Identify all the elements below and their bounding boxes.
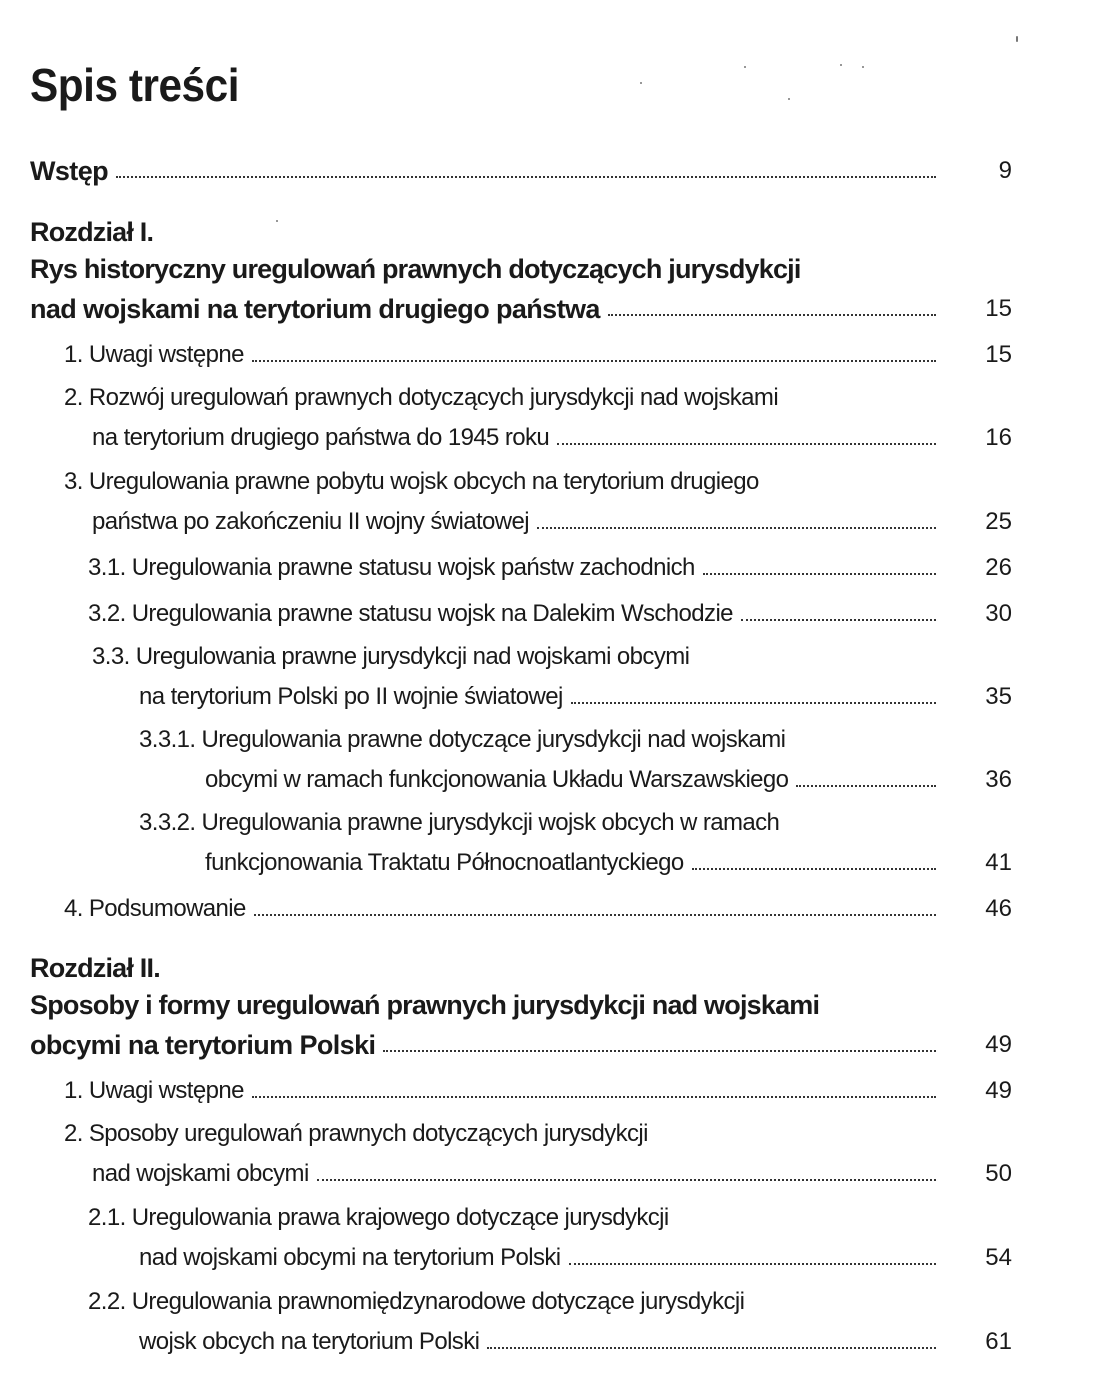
toc-entry-2-2-2 [139, 1321, 1012, 1357]
toc-entry-label: funkcjonowania Traktatu Północnoatlantyckiego [205, 849, 684, 876]
toc-entry-label-line: 2.2. Uregulowania prawnomiędzynarodowe dotyczące jurysdykcji [88, 1288, 745, 1315]
leader-dots [254, 914, 936, 916]
scan-speck [276, 220, 278, 222]
toc-entry-label-line: 3.3.1. Uregulowania prawne dotyczące jurysdykcji nad wojskami [139, 726, 786, 753]
toc-entry-label-line: 3.3.2. Uregulowania prawne jurysdykcji wojsk obcych w ramach [139, 809, 780, 836]
toc-entry-label: 3.2. Uregulowania prawne statusu wojsk na Dalekim Wschodzie [88, 600, 733, 627]
toc-entry-label: nad wojskami obcymi na terytorium Polski [139, 1244, 561, 1271]
toc-entry-chapter-2 [30, 1024, 1012, 1060]
chapter-title-line: Sposoby i formy uregulowań prawnych jurysdykcji nad wojskami [30, 990, 820, 1020]
toc-entry-1-3-3 [139, 676, 1012, 712]
page-number: 46 [985, 895, 1012, 922]
leader-dots [252, 1096, 936, 1098]
page-number: 16 [985, 424, 1012, 451]
toc-entry-1-4 [64, 888, 1012, 924]
leader-dots [252, 360, 936, 362]
toc-entry-2-2 [92, 1153, 1012, 1189]
toc-entry-1-3-3-2 [205, 842, 1012, 878]
leader-dots [703, 573, 936, 575]
toc-entry-label: państwa po zakończeniu II wojny światowej [92, 508, 529, 535]
scan-speck [840, 64, 842, 66]
page-number: 49 [985, 1031, 1012, 1058]
toc-entry-label-line: 3.3. Uregulowania prawne jurysdykcji nad wojskami obcymi [92, 643, 690, 670]
leader-dots [537, 527, 936, 529]
toc-entry-1-2 [92, 417, 1012, 453]
toc-entry-label: obcymi w ramach funkcjonowania Układu Warszawskiego [205, 766, 789, 793]
toc-entry-label-line: 2. Sposoby uregulowań prawnych dotyczących jurysdykcji [64, 1120, 648, 1147]
chapter-title-line: nad wojskami na terytorium drugiego państwa [30, 294, 600, 324]
chapter-title-line: obcymi na terytorium Polski [30, 1030, 376, 1060]
chapter-heading: Rozdział I. [30, 217, 154, 247]
leader-dots [571, 702, 936, 704]
toc-entry-label: wojsk obcych na terytorium Polski [139, 1328, 480, 1355]
page-number: 49 [985, 1077, 1012, 1104]
toc-entry-label: 4. Podsumowanie [64, 895, 246, 922]
page-number: 50 [985, 1160, 1012, 1187]
page-number: 36 [985, 766, 1012, 793]
scan-speck [788, 98, 790, 100]
toc-entry-1-1 [64, 334, 1012, 370]
toc-entry-1-3-1 [88, 547, 1012, 583]
toc-entry-label-line: 2.1. Uregulowania prawa krajowego dotyczące jurysdykcji [88, 1204, 669, 1231]
leader-dots [116, 176, 936, 178]
leader-dots [796, 785, 936, 787]
page-number: 35 [985, 683, 1012, 710]
toc-entry-2-2-1 [139, 1237, 1012, 1273]
scan-speck [862, 66, 864, 68]
toc-entry-label: 1. Uwagi wstępne [64, 341, 244, 368]
leader-dots [383, 1050, 936, 1052]
toc-entry-1-3 [92, 501, 1012, 537]
leader-dots [608, 314, 936, 316]
toc-entry-1-3-3-1 [205, 759, 1012, 795]
toc-entry-wstep [30, 150, 1012, 186]
page-number: 54 [985, 1244, 1012, 1271]
leader-dots [569, 1263, 937, 1265]
leader-dots [741, 619, 936, 621]
page-number: 41 [985, 849, 1012, 876]
toc-entry-label: na terytorium Polski po II wojnie światowej [139, 683, 563, 710]
leader-dots [317, 1179, 936, 1181]
toc-entry-chapter-1 [30, 288, 1012, 324]
page-number: 61 [985, 1328, 1012, 1355]
toc-entry-label: nad wojskami obcymi [92, 1160, 309, 1187]
toc-entry-label: 1. Uwagi wstępne [64, 1077, 244, 1104]
leader-dots [692, 868, 936, 870]
page-number: 15 [985, 295, 1012, 322]
scan-speck [744, 66, 746, 68]
leader-dots [487, 1347, 936, 1349]
toc-entry-label: na terytorium drugiego państwa do 1945 roku [92, 424, 550, 451]
toc-entry-label-line: 3. Uregulowania prawne pobytu wojsk obcych na terytorium drugiego [64, 468, 759, 495]
page-number: 9 [998, 157, 1012, 184]
toc-entry-label-line: 2. Rozwój uregulowań prawnych dotyczących jurysdykcji nad wojskami [64, 384, 779, 411]
scan-speck [640, 82, 642, 84]
leader-dots [557, 443, 936, 445]
page-number: 26 [985, 554, 1012, 581]
chapter-title-line: Rys historyczny uregulowań prawnych dotyczących jurysdykcji [30, 254, 801, 284]
toc-entry-2-1 [64, 1070, 1012, 1106]
toc-entry-label: Wstęp [30, 156, 109, 186]
page-number: 30 [985, 600, 1012, 627]
scan-speck [1016, 36, 1018, 42]
page-title: Spis treści [30, 59, 240, 111]
toc-entry-1-3-2 [88, 593, 1012, 629]
page-number: 15 [985, 341, 1012, 368]
chapter-heading: Rozdział II. [30, 953, 160, 983]
toc-entry-label: 3.1. Uregulowania prawne statusu wojsk państw zachodnich [88, 554, 695, 581]
page-number: 25 [985, 508, 1012, 535]
